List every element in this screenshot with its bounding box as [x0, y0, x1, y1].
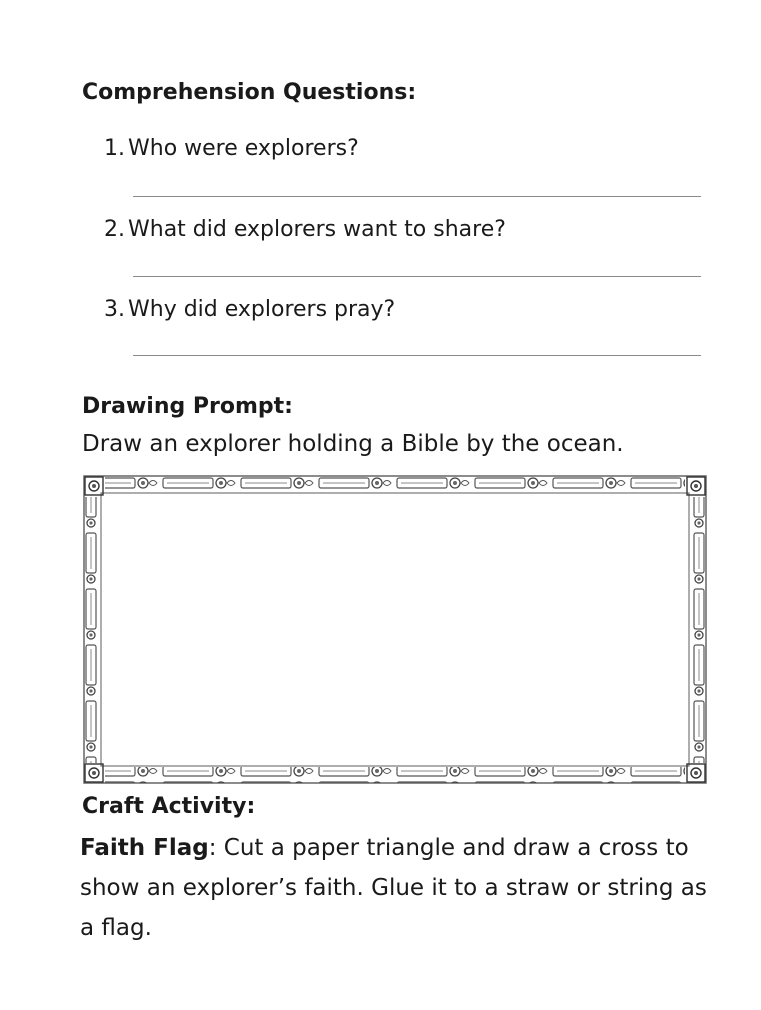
question-2 — [104, 217, 506, 242]
craft-heading: Craft Activity: — [82, 794, 256, 819]
craft-description — [80, 828, 710, 948]
question-3 — [104, 297, 395, 322]
question-number: 3. — [104, 297, 125, 322]
drawing-heading: Drawing Prompt: — [82, 394, 293, 419]
answer-line-3[interactable] — [133, 355, 701, 356]
answer-line-1[interactable] — [133, 196, 701, 197]
question-text: Why did explorers pray? — [128, 297, 396, 322]
question-number: 2. — [104, 217, 125, 242]
craft-title: Faith Flag — [80, 835, 209, 861]
comprehension-heading: Comprehension Questions: — [82, 80, 417, 105]
question-1 — [104, 136, 359, 161]
craft-title-colon: : — [208, 835, 217, 861]
craft-instructions: Cut a paper triangle and draw a cross to show an explorer’s faith. Glue it to a straw or string as a flag. — [80, 835, 707, 941]
question-number: 1. — [104, 136, 125, 161]
ornamental-border-icon — [83, 475, 707, 784]
question-text: Who were explorers? — [128, 136, 359, 161]
drawing-frame[interactable] — [83, 475, 707, 784]
answer-line-2[interactable] — [133, 276, 701, 277]
question-text: What did explorers want to share? — [128, 217, 506, 242]
drawing-prompt-text: Draw an explorer holding a Bible by the ocean. — [82, 431, 624, 457]
